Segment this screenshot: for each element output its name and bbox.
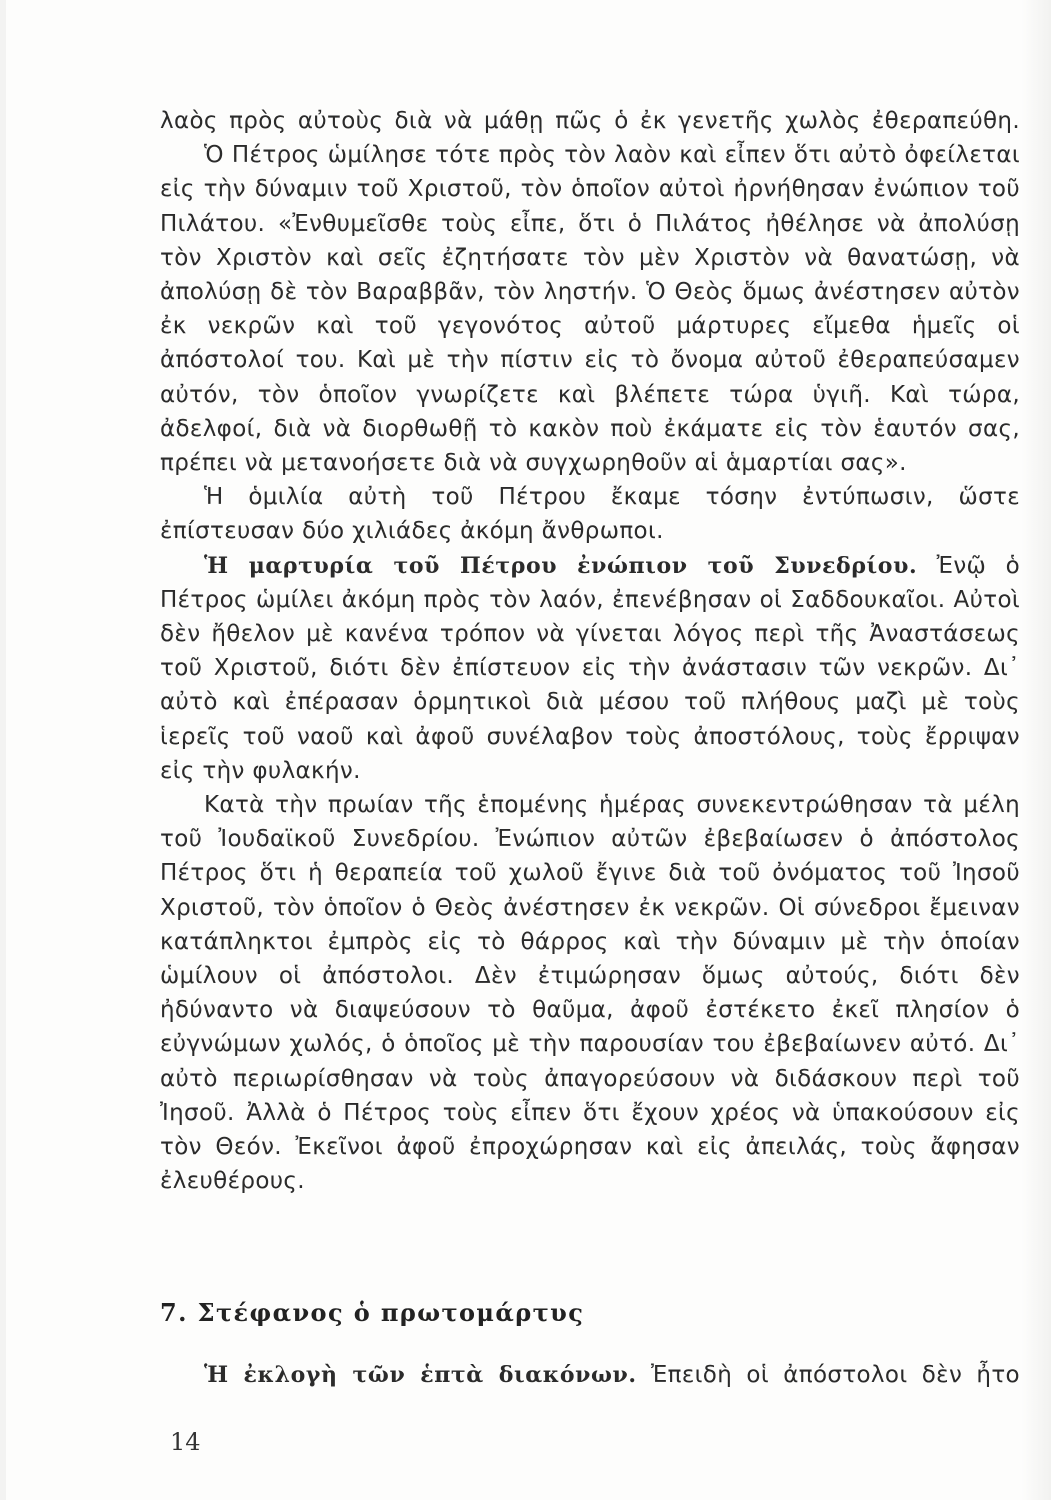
run-in-heading-deacons: Ἡ ἐκλογὴ τῶν ἑπτὰ διακόνων.	[204, 1362, 637, 1388]
paragraph-continuation: λαὸς πρὸς αὐτοὺς διὰ νὰ μάθῃ πῶς ὁ ἐκ γενετῆς χωλὸς ἐθεραπεύθη.	[160, 108, 1020, 134]
left-page-edge	[0, 0, 6, 1500]
paragraph-testimony-text: Ἐνῷ ὁ Πέτρος ὡμίλει ἀκόμη πρὸς τὸν λαόν, ἐπενέβησαν οἱ Σαδδουκαῖοι. Αὐτοὶ δὲν ἤθελον μὲ κανένα τρόπον νὰ γίνεται λόγος περὶ τῆς Ἀναστάσεως τοῦ Χριστοῦ, διότι δὲν ἐπίστευον εἰς τὴν ἀνάστασιν τῶν νεκρῶν. Δι᾿ αὐτὸ καὶ ἐπέρασαν ὁρμητικοὶ διὰ μέσου τοῦ πλήθους μαζὶ μὲ τοὺς ἱερεῖς τοῦ ναοῦ καὶ ἀφοῦ συνέλαβον τοὺς ἀποστόλους, τοὺς ἔρριψαν εἰς τὴν φυλακήν.	[160, 552, 1020, 784]
paragraph-peter-speech: Ὁ Πέτρος ὡμίλησε τότε πρὸς τὸν λαὸν καὶ εἶπεν ὅτι αὐτὸ ὀφείλεται εἰς τὴν δύναμιν τοῦ Χριστοῦ, τὸν ὁποῖον αὐτοὶ ἠρνήθησαν ἐνώπιον τοῦ Πιλάτου. «Ἐνθυμεῖσθε τοὺς εἶπε, ὅτι ὁ Πιλάτος ἠθέλησε νὰ ἀπολύσῃ τὸν Χριστὸν καὶ σεῖς ἐζητήσατε τὸν μὲν Χριστὸν νὰ θανατώσῃ, νὰ ἀπολύσῃ δὲ τὸν Βαραββᾶν, τὸν ληστήν. Ὁ Θεὸς ὅμως ἀνέστησεν αὐτὸν ἐκ νεκρῶν καὶ τοῦ γεγονότος αὐτοῦ μάρτυρες εἴμεθα ἡμεῖς οἱ ἀπόστολοί του. Καὶ μὲ τὴν πίστιν εἰς τὸ ὄνομα αὐτοῦ ἐθεραπεύσαμεν αὐτόν, τὸν ὁποῖον γνωρίζετε καὶ βλέπετε τώρα ὑγιῆ. Καὶ τώρα, ἀδελφοί, διὰ νὰ διορθωθῇ τὸ κακὸν ποὺ ἐκάματε εἰς τὸν ἑαυτόν σας, πρέπει νὰ μετανοήσετε διὰ νὰ συγχωρηθοῦν αἱ ἁμαρτίαι σας».	[160, 142, 1020, 477]
main-text-block	[160, 104, 1020, 1199]
paragraph-conversion: Ἡ ὁμιλία αὐτὴ τοῦ Πέτρου ἔκαμε τόσην ἐντύπωσιν, ὥστε ἐπίστευσαν δύο χιλιάδες ἀκόμη ἄνθρωποι.	[160, 484, 1020, 545]
paragraph-testimony	[160, 549, 1020, 788]
paragraph-sanhedrin: Κατὰ τὴν πρωίαν τῆς ἑπομένης ἡμέρας συνεκεντρώθησαν τὰ μέλη τοῦ Ἰουδαϊκοῦ Συνεδρίου. Ἐνώπιον αὐτῶν ἐβεβαίωσεν ὁ ἀπόστολος Πέτρος ὅτι ἡ θεραπεία τοῦ χωλοῦ ἔγινε διὰ τοῦ ὀνόματος τοῦ Ἰησοῦ Χριστοῦ, τὸν ὁποῖον ὁ Θεὸς ἀνέστησεν ἐκ νεκρῶν. Οἱ σύνεδροι ἔμειναν κατάπληκτοι ἐμπρὸς εἰς τὸ θάρρος καὶ τὴν δύναμιν μὲ τὴν ὁποίαν ὡμίλουν οἱ ἀπόστολοι. Δὲν ἐτιμώρησαν ὅμως αὐτούς, διότι δὲν ἠδύναντο νὰ διαψεύσουν τὸ θαῦμα, ἀφοῦ ἐστέκετο ἐκεῖ πλησίον ὁ εὐγνώμων χωλός, ὁ ὁποῖος μὲ τὴν παρουσίαν του ἐβεβαίωνεν αὐτό. Δι᾿ αὐτὸ περιωρίσθησαν νὰ τοὺς ἀπαγορεύσουν νὰ διδάσκουν περὶ τοῦ Ἰησοῦ. Ἀλλὰ ὁ Πέτρος τοὺς εἶπεν ὅτι ἔχουν χρέος νὰ ὑπακούσουν εἰς τὸν Θεόν. Ἐκεῖνοι ἀφοῦ ἐπροχώρησαν καὶ εἰς ἀπειλάς, τοὺς ἄφησαν ἐλευθέρους.	[160, 792, 1020, 1195]
paragraph-deacons-text: Ἐπειδὴ οἱ ἀπόστολοι δὲν ἦτο	[650, 1362, 1020, 1388]
run-in-heading-testimony: Ἡ μαρτυρία τοῦ Πέτρου ἐνώπιον τοῦ Συνεδρίου.	[204, 552, 918, 579]
page-number: 14	[170, 1428, 201, 1456]
paragraph-deacons	[160, 1358, 1020, 1392]
section-heading: 7. Στέφανος ὁ πρωτομάρτυς	[160, 1298, 585, 1327]
right-page-edge	[1021, 0, 1051, 1500]
